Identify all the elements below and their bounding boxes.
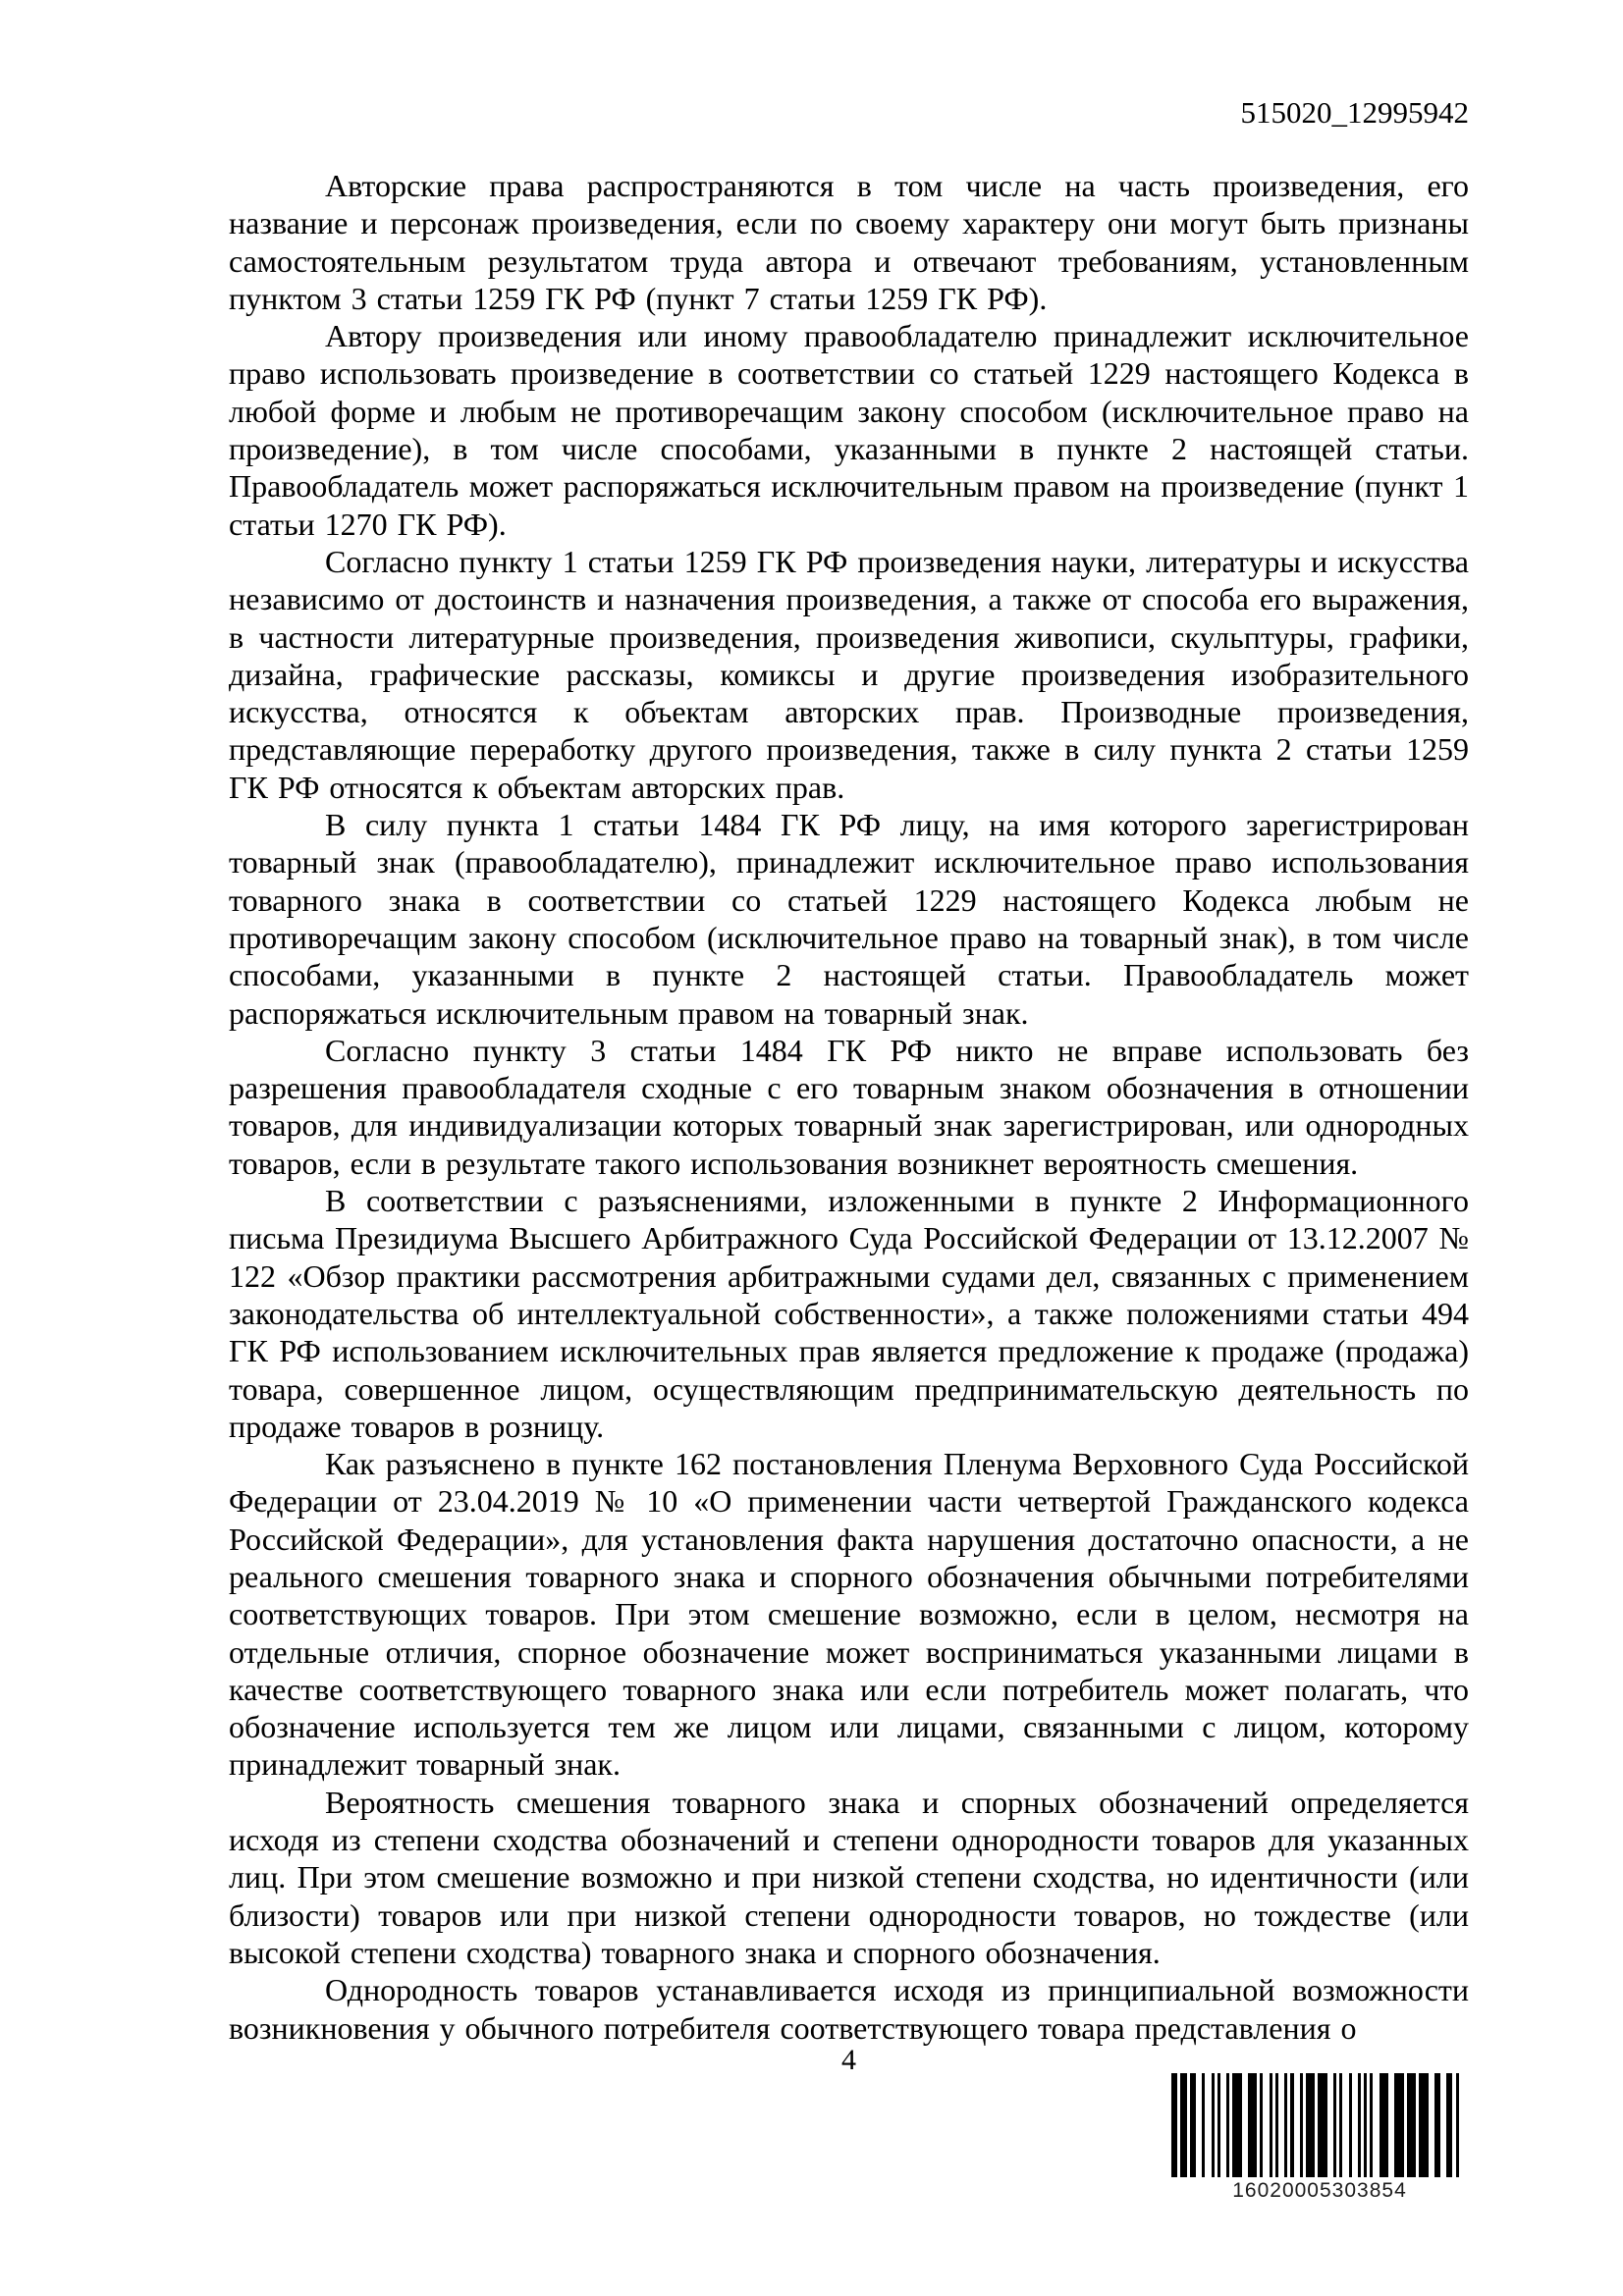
- document-body: [229, 167, 1469, 2047]
- document-header: [229, 94, 1469, 132]
- page-number: 4: [841, 2044, 856, 2076]
- paragraph: Как разъяснено в пункте 162 постановления Пленума Верховного Суда Российской Федерации от 23.04.2019 № 10 «О применении части четвертой Гражданского кодекса Российской Федерации», для установления факта нарушения достаточно опасности, а не реального смешения товарного знака и спорного обозначения обычными потребителями соответствующих товаров. При этом смешение возможно, если в целом, несмотря на отдельные отличия, спорное обозначение может восприниматься указанными лицами в качестве соответствующего товарного знака или если потребитель может полагать, что обозначение используется тем же лицом или лицами, связанными с лицом, которому принадлежит товарный знак.: [229, 1446, 1469, 1783]
- paragraph: Согласно пункту 3 статьи 1484 ГК РФ никто не вправе использовать без разрешения правообладателя сходные с его товарным знаком обозначения в отношении товаров, для индивидуализации которых товарный знак зарегистрирован, или однородных товаров, если в результате такого использования возникнет вероятность смешения.: [229, 1032, 1469, 1181]
- paragraph: Автору произведения или иному правообладателю принадлежит исключительное право использовать произведение в соответствии со статьей 1229 настоящего Кодекса в любой форме и любым не противоречащим закону способом (исключительное право на произведение), в том числе способами, указанными в пункте 2 настоящей статьи. Правообладатель может распоряжаться исключительным правом на произведение (пункт 1 статьи 1270 ГК РФ).: [229, 318, 1469, 542]
- paragraph: Однородность товаров устанавливается исходя из принципиальной возможности возникновения у обычного потребителя соответствующего товара представления о: [229, 1972, 1469, 2046]
- barcode-bars-icon: [1171, 2073, 1468, 2177]
- paragraph: Вероятность смешения товарного знака и спорных обозначений определяется исходя из степени сходства обозначений и степени однородности товаров для указанных лиц. При этом смешение возможно и при низкой степени сходства, но идентичности (или близости) товаров или при низкой степени однородности товаров, но тождестве (или высокой степени сходства) товарного знака и спорного обозначения.: [229, 1784, 1469, 1970]
- document-number: 515020_12995942: [1240, 95, 1469, 130]
- paragraph: Авторские права распространяются в том числе на часть произведения, его название и персонаж произведения, если по своему характеру они могут быть признаны самостоятельным результатом труда автора и отвечают требованиям, установленным пунктом 3 статьи 1259 ГК РФ (пункт 7 статьи 1259 ГК РФ).: [229, 168, 1469, 316]
- paragraph: В силу пункта 1 статьи 1484 ГК РФ лицу, на имя которого зарегистрирован товарный знак (правообладателю), принадлежит исключительное право использования товарного знака в соответствии со статьей 1229 настоящего Кодекса любым не противоречащим закону способом (исключительное право на товарный знак), в том числе способами, указанными в пункте 2 настоящей статьи. Правообладатель может распоряжаться исключительным правом на товарный знак.: [229, 807, 1469, 1031]
- barcode-number: 16020005303854: [1232, 2179, 1407, 2202]
- paragraph: Согласно пункту 1 статьи 1259 ГК РФ произведения науки, литературы и искусства независимо от достоинств и назначения произведения, а также от способа его выражения, в частности литературные произведения, произведения живописи, скульптуры, графики, дизайна, графические рассказы, комиксы и другие произведения изобразительного искусства, относятся к объектам авторских прав. Производные произведения, представляющие переработку другого произведения, также в силу пункта 2 статьи 1259 ГК РФ относятся к объектам авторских прав.: [229, 543, 1469, 805]
- paragraph: В соответствии с разъяснениями, изложенными в пункте 2 Информационного письма Президиума Высшего Арбитражного Суда Российской Федерации от 13.12.2007 № 122 «Обзор практики рассмотрения арбитражными судами дел, связанных с применением законодательства об интеллектуальной собственности», а также положениями статьи 494 ГК РФ использованием исключительных прав является предложение к продаже (продажа) товара, совершенное лицом, осуществляющим предпринимательскую деятельность по продаже товаров в розницу.: [229, 1183, 1469, 1444]
- barcode: [1171, 2073, 1468, 2203]
